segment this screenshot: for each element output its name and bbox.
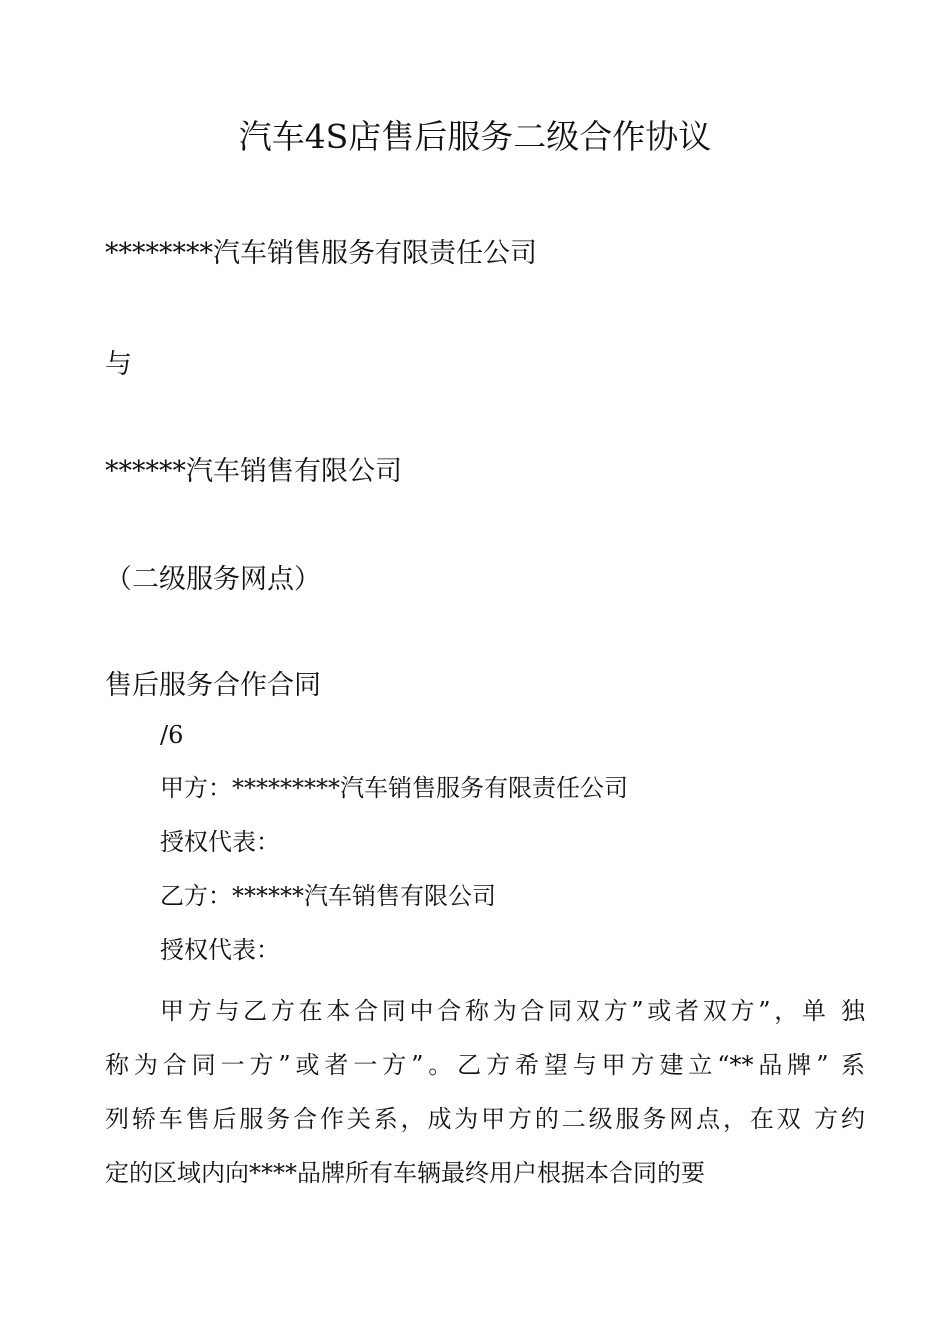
document-title: 汽车4S店售后服务二级合作协议 xyxy=(238,117,712,156)
party-a-line: 甲方：*********汽车销售服务有限责任公司 xyxy=(160,774,628,802)
party-b-company-heading: ******汽车销售有限公司 xyxy=(105,456,402,487)
body-paragraph xyxy=(105,984,865,1200)
page-marker: /6 xyxy=(160,721,184,749)
party-b-representative: 授权代表： xyxy=(160,936,280,964)
party-a-company-heading: ********汽车销售服务有限责任公司 xyxy=(105,238,537,269)
body-line: 定的区域内向****品牌所有车辆最终用户根据本合同的要 xyxy=(105,1159,705,1187)
body-line: 甲方与乙方在本合同中合称为合同双方”或者双方”，单 独 xyxy=(160,997,865,1025)
network-note: （二级服务网点） xyxy=(105,564,321,595)
party-a-representative: 授权代表： xyxy=(160,828,280,856)
party-b-line: 乙方：******汽车销售有限公司 xyxy=(160,882,496,910)
conjunction-text: 与 xyxy=(105,349,132,380)
body-line: 称为合同一方”或者一方”。乙方希望与甲方建立“**品牌” 系 xyxy=(105,1051,865,1079)
body-line: 列轿车售后服务合作关系，成为甲方的二级服务网点，在双 方约 xyxy=(105,1105,865,1133)
contract-name-heading: 售后服务合作合同 xyxy=(105,670,321,701)
